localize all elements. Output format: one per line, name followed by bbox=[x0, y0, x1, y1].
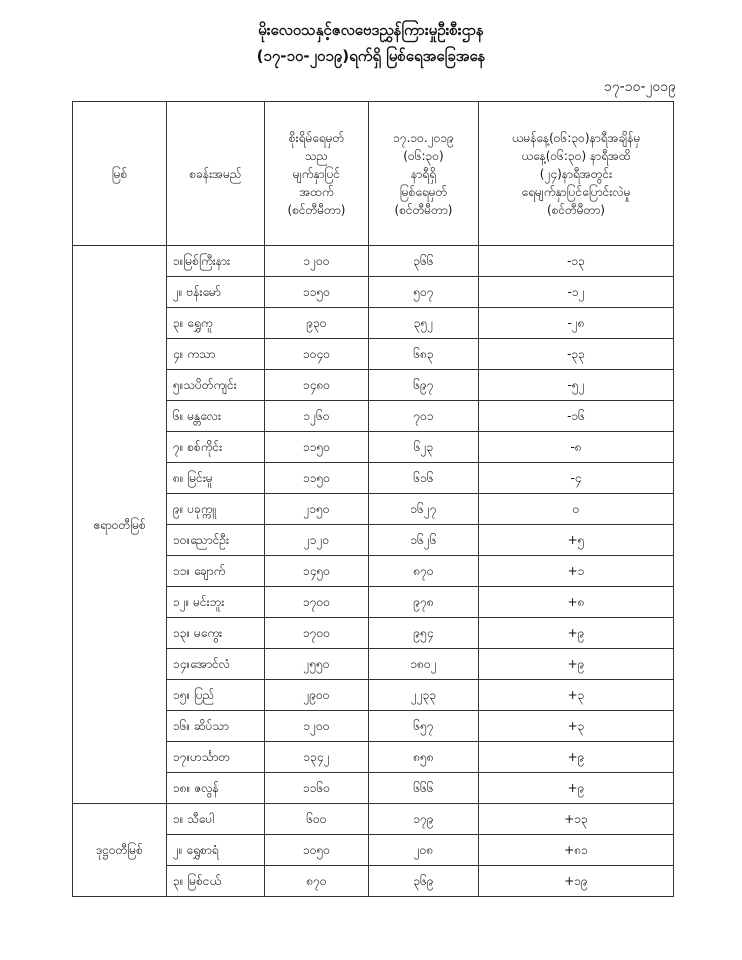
header-line: (စင်တီမီတာ) bbox=[287, 202, 346, 217]
header-line: သည bbox=[304, 148, 329, 163]
header-line: ယမန်နေ့(၀၆:၃၀)နာရီအချိန်မှ bbox=[511, 130, 641, 145]
level-change-cell: +၉ bbox=[479, 649, 674, 680]
header-line: အထက် bbox=[299, 184, 334, 199]
danger-level-cell: ၁၄၈၀ bbox=[265, 370, 369, 401]
danger-level-cell: ၁၁၅၀ bbox=[265, 277, 369, 308]
water-level-cell: ၁၆၂၇ bbox=[369, 494, 479, 525]
danger-level-cell: ၈၇၀ bbox=[265, 866, 369, 897]
station-cell: ၁၈။ ဇလွန် bbox=[167, 773, 265, 804]
level-change-cell: -၄ bbox=[479, 463, 674, 494]
water-level-cell: ၆၆၆ bbox=[369, 773, 479, 804]
danger-level-cell: ၁၄၅၀ bbox=[265, 556, 369, 587]
station-cell: ၂။ ရွှေစာရံ bbox=[167, 835, 265, 866]
station-cell: ၁၂။ မင်းဘူး bbox=[167, 587, 265, 618]
station-cell: ၆။ မန္တလေး bbox=[167, 401, 265, 432]
water-level-cell: ၉၇၈ bbox=[369, 587, 479, 618]
station-cell: ၁၆။ ဆိပ်သာ bbox=[167, 711, 265, 742]
level-change-cell: -၅၂ bbox=[479, 370, 674, 401]
station-cell: ၁။မြစ်ကြီးနား bbox=[167, 246, 265, 277]
station-cell: ၃။ မြစ်ငယ် bbox=[167, 866, 265, 897]
header-line: နာရီရှိ bbox=[411, 166, 436, 181]
station-cell: ၁၀။ညောင်ဦး bbox=[167, 525, 265, 556]
level-change-cell: +၁၃ bbox=[479, 804, 674, 835]
water-level-cell: ၁၈၀၂ bbox=[369, 649, 479, 680]
level-change-cell: +၃ bbox=[479, 680, 674, 711]
header-line: မျက်နှာပြင် bbox=[292, 166, 341, 181]
danger-level-cell: ၆၀၀ bbox=[265, 804, 369, 835]
station-cell: ၄။ ကသာ bbox=[167, 339, 265, 370]
river-levels-table bbox=[72, 101, 674, 897]
water-level-cell: ၃၅၂ bbox=[369, 308, 479, 339]
station-cell: ၁၇။ဟင်္သာတ bbox=[167, 742, 265, 773]
level-change-cell: +၉ bbox=[479, 618, 674, 649]
danger-level-cell: ၁၁၅၀ bbox=[265, 463, 369, 494]
level-change-cell: +၁၉ bbox=[479, 866, 674, 897]
danger-level-cell: ၂၅၅၀ bbox=[265, 649, 369, 680]
water-level-cell: ၇၀၁ bbox=[369, 401, 479, 432]
level-change-cell: ၀ bbox=[479, 494, 674, 525]
station-cell: ၇။ စစ်ကိုင်း bbox=[167, 432, 265, 463]
station-cell: ၁၅။ ပြည် bbox=[167, 680, 265, 711]
danger-level-cell: ၁၂၀၀ bbox=[265, 246, 369, 277]
danger-level-cell: ၁၁၆၀ bbox=[265, 773, 369, 804]
water-level-cell: ၈၅၈ bbox=[369, 742, 479, 773]
page-subtitle: (၁၇-၁၀-၂၀၁၉)ရက်ရှိ မြစ်ရေအခြေအနေ bbox=[256, 47, 486, 65]
station-cell: ၉။ ပခုက္ကူ bbox=[167, 494, 265, 525]
table-body bbox=[73, 246, 674, 897]
station-cell: ၂။ ဗန်းမော် bbox=[167, 277, 265, 308]
water-level-cell: ၉၅၄ bbox=[369, 618, 479, 649]
station-cell: ၁၄။အောင်လံ bbox=[167, 649, 265, 680]
danger-level-cell: ၁၂၆၀ bbox=[265, 401, 369, 432]
water-level-cell: ၂၂၃၃ bbox=[369, 680, 479, 711]
header-line: (၀၆:၃၀) bbox=[403, 148, 444, 163]
level-change-cell: +၈ bbox=[479, 587, 674, 618]
column-header-24h-change bbox=[479, 102, 674, 246]
level-change-cell: +၁ bbox=[479, 556, 674, 587]
water-level-cell: ၃၆၉ bbox=[369, 866, 479, 897]
level-change-cell: +၅ bbox=[479, 525, 674, 556]
header-line: စိုးရိမ်ရေမှတ် bbox=[288, 130, 345, 145]
column-header-current-level bbox=[369, 102, 479, 246]
danger-level-cell: ၁၇၀၀ bbox=[265, 618, 369, 649]
column-header-station bbox=[167, 102, 265, 246]
header-line: စခန်းအမည် bbox=[189, 166, 242, 181]
header-line: ၁၇.၁၀.၂၀၁၉ bbox=[393, 130, 454, 145]
water-level-cell: ၁၇၉ bbox=[369, 804, 479, 835]
column-header-river bbox=[73, 102, 167, 246]
level-change-cell: +၉ bbox=[479, 742, 674, 773]
level-change-cell: +၃ bbox=[479, 711, 674, 742]
column-header-danger-level bbox=[265, 102, 369, 246]
level-change-cell: -၁၂ bbox=[479, 277, 674, 308]
river-name-cell: ဧရာဝတီမြစ် bbox=[73, 246, 167, 804]
level-change-cell: +၉ bbox=[479, 773, 674, 804]
station-cell: ၃။ ရွှေကူ bbox=[167, 308, 265, 339]
header-line: ရေမျက်နှာပြင်ပြောင်းလဲမှု bbox=[521, 184, 631, 199]
water-level-cell: ၆၈၃ bbox=[369, 339, 479, 370]
water-level-cell: ၆၁၆ bbox=[369, 463, 479, 494]
danger-level-cell: ၉၃၀ bbox=[265, 308, 369, 339]
river-name-cell: ဒုဋ္ဌဝတီမြစ် bbox=[73, 804, 167, 897]
table-row bbox=[73, 246, 674, 277]
level-change-cell: -၁၃ bbox=[479, 246, 674, 277]
table-header-row bbox=[73, 102, 674, 246]
danger-level-cell: ၁၇၀၀ bbox=[265, 587, 369, 618]
level-change-cell: +၈၁ bbox=[479, 835, 674, 866]
danger-level-cell: ၂၁၅၀ bbox=[265, 494, 369, 525]
level-change-cell: -၈ bbox=[479, 432, 674, 463]
header-line: (စင်တီမီတာ) bbox=[394, 202, 453, 217]
water-level-cell: ၃၆၆ bbox=[369, 246, 479, 277]
danger-level-cell: ၁၁၅၀ bbox=[265, 432, 369, 463]
station-cell: ၁၁။ ချောက် bbox=[167, 556, 265, 587]
danger-level-cell: ၁၀၅၀ bbox=[265, 835, 369, 866]
page-title: မိုးလေဝသနှင့်ဇလဗေဒညွှန်ကြားမှုဦးစီးဌာန bbox=[258, 21, 484, 39]
danger-level-cell: ၂၉၀၀ bbox=[265, 680, 369, 711]
station-cell: ၁။ သီပေါ bbox=[167, 804, 265, 835]
water-level-cell: ၆၅၇ bbox=[369, 711, 479, 742]
water-level-cell: ၆၂၃ bbox=[369, 432, 479, 463]
header-line: ယနေ့(၀၆:၃၀) နာရီအထိ bbox=[521, 148, 631, 163]
station-cell: ၈။ မြင်းမူ bbox=[167, 463, 265, 494]
water-level-cell: ၆၉၇ bbox=[369, 370, 479, 401]
table-row bbox=[73, 804, 674, 835]
station-cell: ၅။သပိတ်ကျင်း bbox=[167, 370, 265, 401]
level-change-cell: -၁၆ bbox=[479, 401, 674, 432]
level-change-cell: -၃၃ bbox=[479, 339, 674, 370]
water-level-cell: ၁၆၂၆ bbox=[369, 525, 479, 556]
level-change-cell: -၂၈ bbox=[479, 308, 674, 339]
document-date: ၁၇-၁၀-၂၀၁၉ bbox=[603, 79, 676, 95]
water-level-cell: ၂၀၈ bbox=[369, 835, 479, 866]
header-line: (၂၄)နာရီအတွင်း bbox=[539, 166, 613, 181]
water-level-cell: ၈၇၀ bbox=[369, 556, 479, 587]
header-line: မြစ်ရေမှတ် bbox=[399, 184, 448, 199]
water-level-cell: ၅၀၇ bbox=[369, 277, 479, 308]
header-line: မြစ် bbox=[111, 166, 128, 181]
danger-level-cell: ၂၁၂၀ bbox=[265, 525, 369, 556]
header-line: (စင်တီမီတာ) bbox=[547, 202, 605, 217]
danger-level-cell: ၁၃၄၂ bbox=[265, 742, 369, 773]
station-cell: ၁၃။ မကွေး bbox=[167, 618, 265, 649]
danger-level-cell: ၁၀၄၀ bbox=[265, 339, 369, 370]
danger-level-cell: ၁၂၀၀ bbox=[265, 711, 369, 742]
